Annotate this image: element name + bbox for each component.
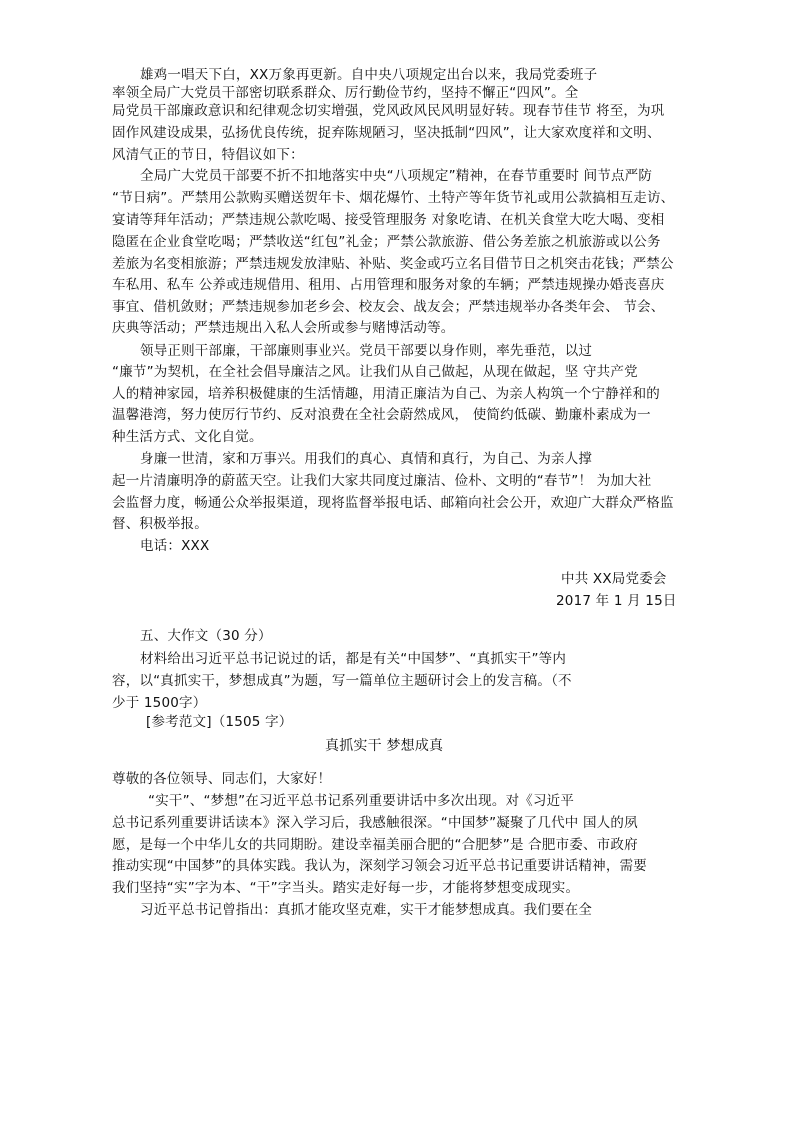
letter-line: 督、积极举报。 — [112, 516, 208, 532]
letter-line: 温馨港湾，努力使厉行节约、反对浪费在全社会蔚然成风， 使简约低碳、勤廉朴素成为一 — [112, 407, 651, 423]
letter-line: “廉节”为契机，在全社会倡导廉洁之风。让我们从自己做起，从现在做起，坚 守共产党 — [112, 364, 638, 380]
letter-line: 种生活方式、文化自觉。 — [112, 429, 263, 445]
essay-prompt-line: 材料给出习近平总书记说过的话，都是有关“中国梦”、“真抓实干”等内 — [140, 651, 567, 667]
reference-label: [参考范文]（1505 字） — [146, 714, 293, 730]
letter-line: 事宜、借机敛财；严禁违规参加老乡会、校友会、战友会；严禁违规举办各类年会、 节会、 — [112, 299, 665, 315]
letter-line: 风清气正的节日，特倡议如下： — [112, 147, 304, 163]
salutation: 尊敬的各位领导、同志们，大家好！ — [112, 771, 332, 787]
essay-body-line: 愿，是每一个中华儿女的共同期盼。建设幸福美丽合肥的“合肥梦”是 合肥市委、市政府 — [112, 837, 638, 853]
letter-line: 车私用、私车 公养或违规借用、租用、占用管理和服务对象的车辆；严禁违规操办婚丧喜庆 — [112, 277, 665, 293]
letter-line: 隐匿在企业食堂吃喝；严禁收送“红包”礼金；严禁公款旅游、借公务差旅之机旅游或以公务 — [112, 234, 661, 250]
signature-date: 2017 年 1 月 15日 — [556, 593, 677, 609]
phone-line: 电话：XXX — [140, 538, 210, 554]
letter-line: 差旅为名变相旅游；严禁违规发放津贴、补贴、奖金或巧立名目借节日之机突击花钱；严禁公 — [112, 256, 674, 272]
letter-line: 雄鸡一唱天下白，XX万象再更新。自中央八项规定出台以来，我局党委班子 — [140, 67, 598, 83]
letter-line: 人的精神家园，培养积极健康的生活情趣，用清正廉洁为自己、为亲人构筑一个宁静祥和的 — [112, 386, 660, 402]
letter-line: 庆典等活动；严禁违规出入私人会所或参与赌博活动等。 — [112, 320, 455, 336]
essay-body-line: 总书记系列重要讲话读本》深入学习后，我感触很深。“中国梦”凝聚了几代中 国人的夙 — [112, 815, 638, 831]
letter-line: 身廉一世清，家和万事兴。用我们的真心、真情和真行，为自己、为亲人撑 — [140, 451, 593, 467]
letter-line: 固作风建设成果，弘扬优良传统，捉弃陈规陋习，坚决抵制“四风”，让大家欢度祥和文明、 — [112, 125, 661, 141]
essay-prompt-line: 少于 1500字） — [112, 695, 207, 711]
letter-line: “节日病”。严禁用公款购买赠送贺年卡、烟花爆竹、土特产等年货节礼或用公款搞相互走访、 — [112, 190, 675, 206]
essay-body-line: 推动实现“中国梦”的具体实践。我认为，深刻学习领会习近平总书记重要讲话精神，需要 — [112, 858, 647, 874]
letter-line: 领导正则干部廉，干部廉则事业兴。党员干部要以身作则，率先垂范，以过 — [140, 343, 593, 359]
letter-line: 率领全局广大党员干部密切联系群众、厉行勤俭节约，坚持不懈正“四风”。全 — [112, 85, 579, 101]
essay-body-line: 我们坚持“实”字为本、“干”字当头。踏实走好每一步，才能将梦想变成现实。 — [112, 880, 580, 896]
essay-title: 真抓实干 梦想成真 — [325, 738, 444, 754]
letter-line: 会监督力度，畅通公众举报渠道，现将监督举报电话、邮箱向社会公开，欢迎广大群众严格监 — [112, 495, 674, 511]
letter-line: 宴请等拜年活动；严禁违规公款吃喝、接受管理服务 对象吃请、在机关食堂大吃大喝、变相 — [112, 212, 665, 228]
essay-body-line: “实干”、“梦想”在习近平总书记系列重要讲话中多次出现。对《习近平 — [148, 793, 575, 809]
essay-heading: 五、大作文（30 分） — [140, 628, 272, 644]
letter-line: 全局广大党员干部要不折不扣地落实中央“八项规定”精神，在春节重要时 间节点严防 — [140, 168, 653, 184]
letter-line: 局党员干部廉政意识和纪律观念切实增强，党风政风民风明显好转。现春节佳节 将至，为巩 — [112, 103, 665, 119]
essay-body-line: 习近平总书记曾指出：真抓才能攻坚克难，实干才能梦想成真。我们要在全 — [140, 902, 593, 918]
essay-prompt-line: 容，以“真抓实干，梦想成真”为题，写一篇单位主题研讨会上的发言稿。（不 — [112, 673, 572, 689]
letter-line: 起一片清廉明净的蔚蓝天空。让我们大家共同度过廉洁、俭朴、文明的“春节”！ 为加大社 — [112, 473, 652, 489]
signature-org: 中共 XX局党委会 — [561, 571, 667, 587]
